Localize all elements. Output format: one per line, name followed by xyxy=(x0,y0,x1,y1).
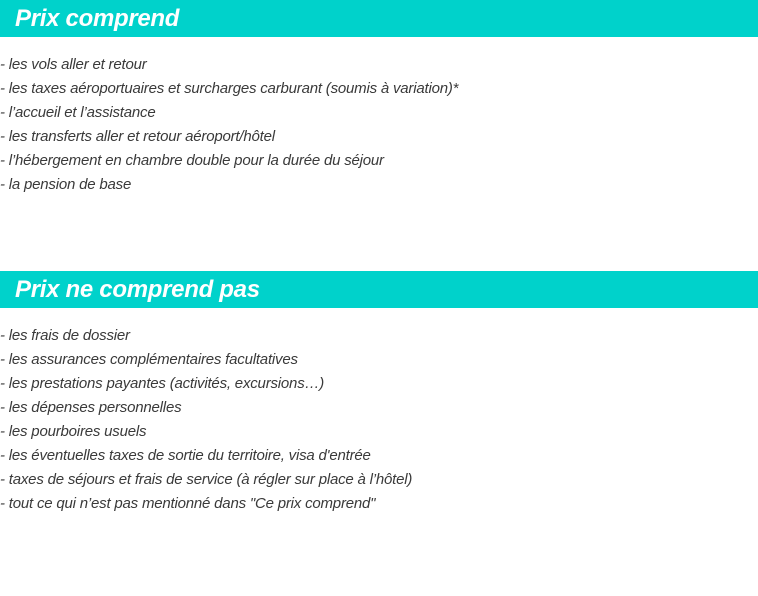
section-header-included xyxy=(0,0,758,37)
list-item: - les éventuelles taxes de sortie du territoire, visa d'entrée xyxy=(0,447,371,464)
section-title-not-included: Prix ne comprend pas xyxy=(15,276,260,303)
section-title-included: Prix comprend xyxy=(15,5,180,32)
list-item: - les vols aller et retour xyxy=(0,56,147,73)
list-item: - les taxes aéroportuaires et surcharges carburant (soumis à variation)* xyxy=(0,80,459,97)
list-item: - les assurances complémentaires facultatives xyxy=(0,351,298,368)
list-item: - taxes de séjours et frais de service (à régler sur place à l’hôtel) xyxy=(0,471,413,488)
list-item: - tout ce qui n’est pas mentionné dans "Ce prix comprend" xyxy=(0,495,376,512)
list-item: - les frais de dossier xyxy=(0,327,130,344)
not-included-list xyxy=(0,324,412,516)
list-item: - les prestations payantes (activités, excursions…) xyxy=(0,375,325,392)
list-item: - les transferts aller et retour aéroport/hôtel xyxy=(0,128,275,145)
list-item: - l’accueil et l’assistance xyxy=(0,104,156,121)
list-item: - la pension de base xyxy=(0,176,132,193)
included-list xyxy=(0,53,458,197)
list-item: - l’hébergement en chambre double pour la durée du séjour xyxy=(0,152,384,169)
section-header-not-included xyxy=(0,271,758,308)
list-item: - les dépenses personnelles xyxy=(0,399,182,416)
list-item: - les pourboires usuels xyxy=(0,423,147,440)
